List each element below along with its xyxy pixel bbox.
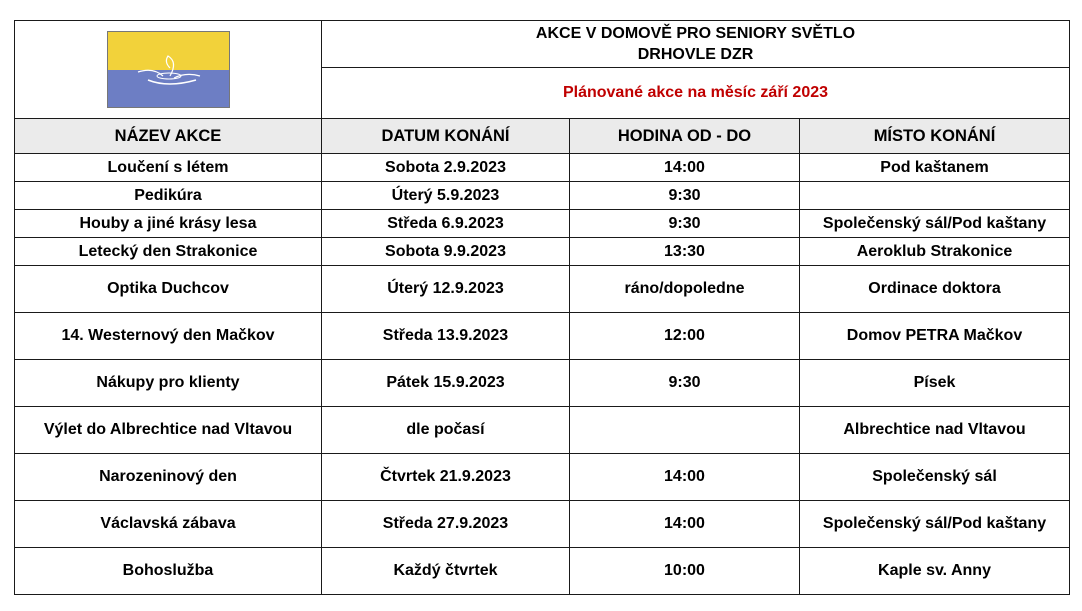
event-date: Čtvrtek 21.9.2023 xyxy=(322,454,570,501)
page-title xyxy=(322,21,1070,68)
event-place xyxy=(800,182,1070,210)
event-time: 14:00 xyxy=(570,154,800,182)
event-date: Středa 27.9.2023 xyxy=(322,501,570,548)
event-date: Středa 6.9.2023 xyxy=(322,210,570,238)
event-place: Aeroklub Strakonice xyxy=(800,238,1070,266)
event-time: 10:00 xyxy=(570,548,800,595)
event-name: Loučení s létem xyxy=(15,154,322,182)
event-date: Úterý 12.9.2023 xyxy=(322,266,570,313)
event-place: Společenský sál xyxy=(800,454,1070,501)
title-line-1: AKCE V DOMOVĚ PRO SENIORY SVĚTLO xyxy=(535,25,856,42)
event-place: Písek xyxy=(800,360,1070,407)
event-time xyxy=(570,407,800,454)
event-name: 14. Westernový den Mačkov xyxy=(15,313,322,360)
table-row xyxy=(15,407,1070,454)
event-place: Společenský sál/Pod kaštany xyxy=(800,210,1070,238)
events-table xyxy=(14,20,1070,595)
event-name: Letecký den Strakonice xyxy=(15,238,322,266)
event-date: Každý čtvrtek xyxy=(322,548,570,595)
event-date: Středa 13.9.2023 xyxy=(322,313,570,360)
table-row xyxy=(15,454,1070,501)
home-logo xyxy=(107,31,230,108)
event-name: Pedikúra xyxy=(15,182,322,210)
event-time: 9:30 xyxy=(570,182,800,210)
event-place: Albrechtice nad Vltavou xyxy=(800,407,1070,454)
event-place: Pod kaštanem xyxy=(800,154,1070,182)
event-place: Domov PETRA Mačkov xyxy=(800,313,1070,360)
table-row xyxy=(15,266,1070,313)
event-name: Houby a jiné krásy lesa xyxy=(15,210,322,238)
event-date: Sobota 9.9.2023 xyxy=(322,238,570,266)
event-time: 12:00 xyxy=(570,313,800,360)
event-time: 13:30 xyxy=(570,238,800,266)
column-header-date: DATUM KONÁNÍ xyxy=(322,119,570,154)
event-date: Sobota 2.9.2023 xyxy=(322,154,570,182)
event-time: 9:30 xyxy=(570,210,800,238)
table-row xyxy=(15,501,1070,548)
logo-cell xyxy=(15,21,322,119)
event-date: Úterý 5.9.2023 xyxy=(322,182,570,210)
table-row xyxy=(15,210,1070,238)
table-row xyxy=(15,548,1070,595)
column-header-time: HODINA OD - DO xyxy=(570,119,800,154)
event-time: 14:00 xyxy=(570,501,800,548)
event-place: Kaple sv. Anny xyxy=(800,548,1070,595)
event-time: ráno/dopoledne xyxy=(570,266,800,313)
event-name: Bohoslužba xyxy=(15,548,322,595)
header-row-title xyxy=(15,21,1070,68)
table-row xyxy=(15,360,1070,407)
page-subtitle: Plánované akce na měsíc září 2023 xyxy=(322,68,1070,119)
event-place: Společenský sál/Pod kaštany xyxy=(800,501,1070,548)
event-date: Pátek 15.9.2023 xyxy=(322,360,570,407)
column-header-row xyxy=(15,119,1070,154)
event-date: dle počasí xyxy=(322,407,570,454)
table-row xyxy=(15,182,1070,210)
event-name: Václavská zábava xyxy=(15,501,322,548)
table-row xyxy=(15,154,1070,182)
event-place: Ordinace doktora xyxy=(800,266,1070,313)
swan-emblem-icon xyxy=(108,32,230,108)
column-header-name: NÁZEV AKCE xyxy=(15,119,322,154)
title-line-2: DRHOVLE DZR xyxy=(637,46,754,63)
column-header-place: MÍSTO KONÁNÍ xyxy=(800,119,1070,154)
event-name: Výlet do Albrechtice nad Vltavou xyxy=(15,407,322,454)
event-time: 9:30 xyxy=(570,360,800,407)
table-row xyxy=(15,313,1070,360)
table-row xyxy=(15,238,1070,266)
event-name: Optika Duchcov xyxy=(15,266,322,313)
event-time: 14:00 xyxy=(570,454,800,501)
event-name: Nákupy pro klienty xyxy=(15,360,322,407)
event-name: Narozeninový den xyxy=(15,454,322,501)
